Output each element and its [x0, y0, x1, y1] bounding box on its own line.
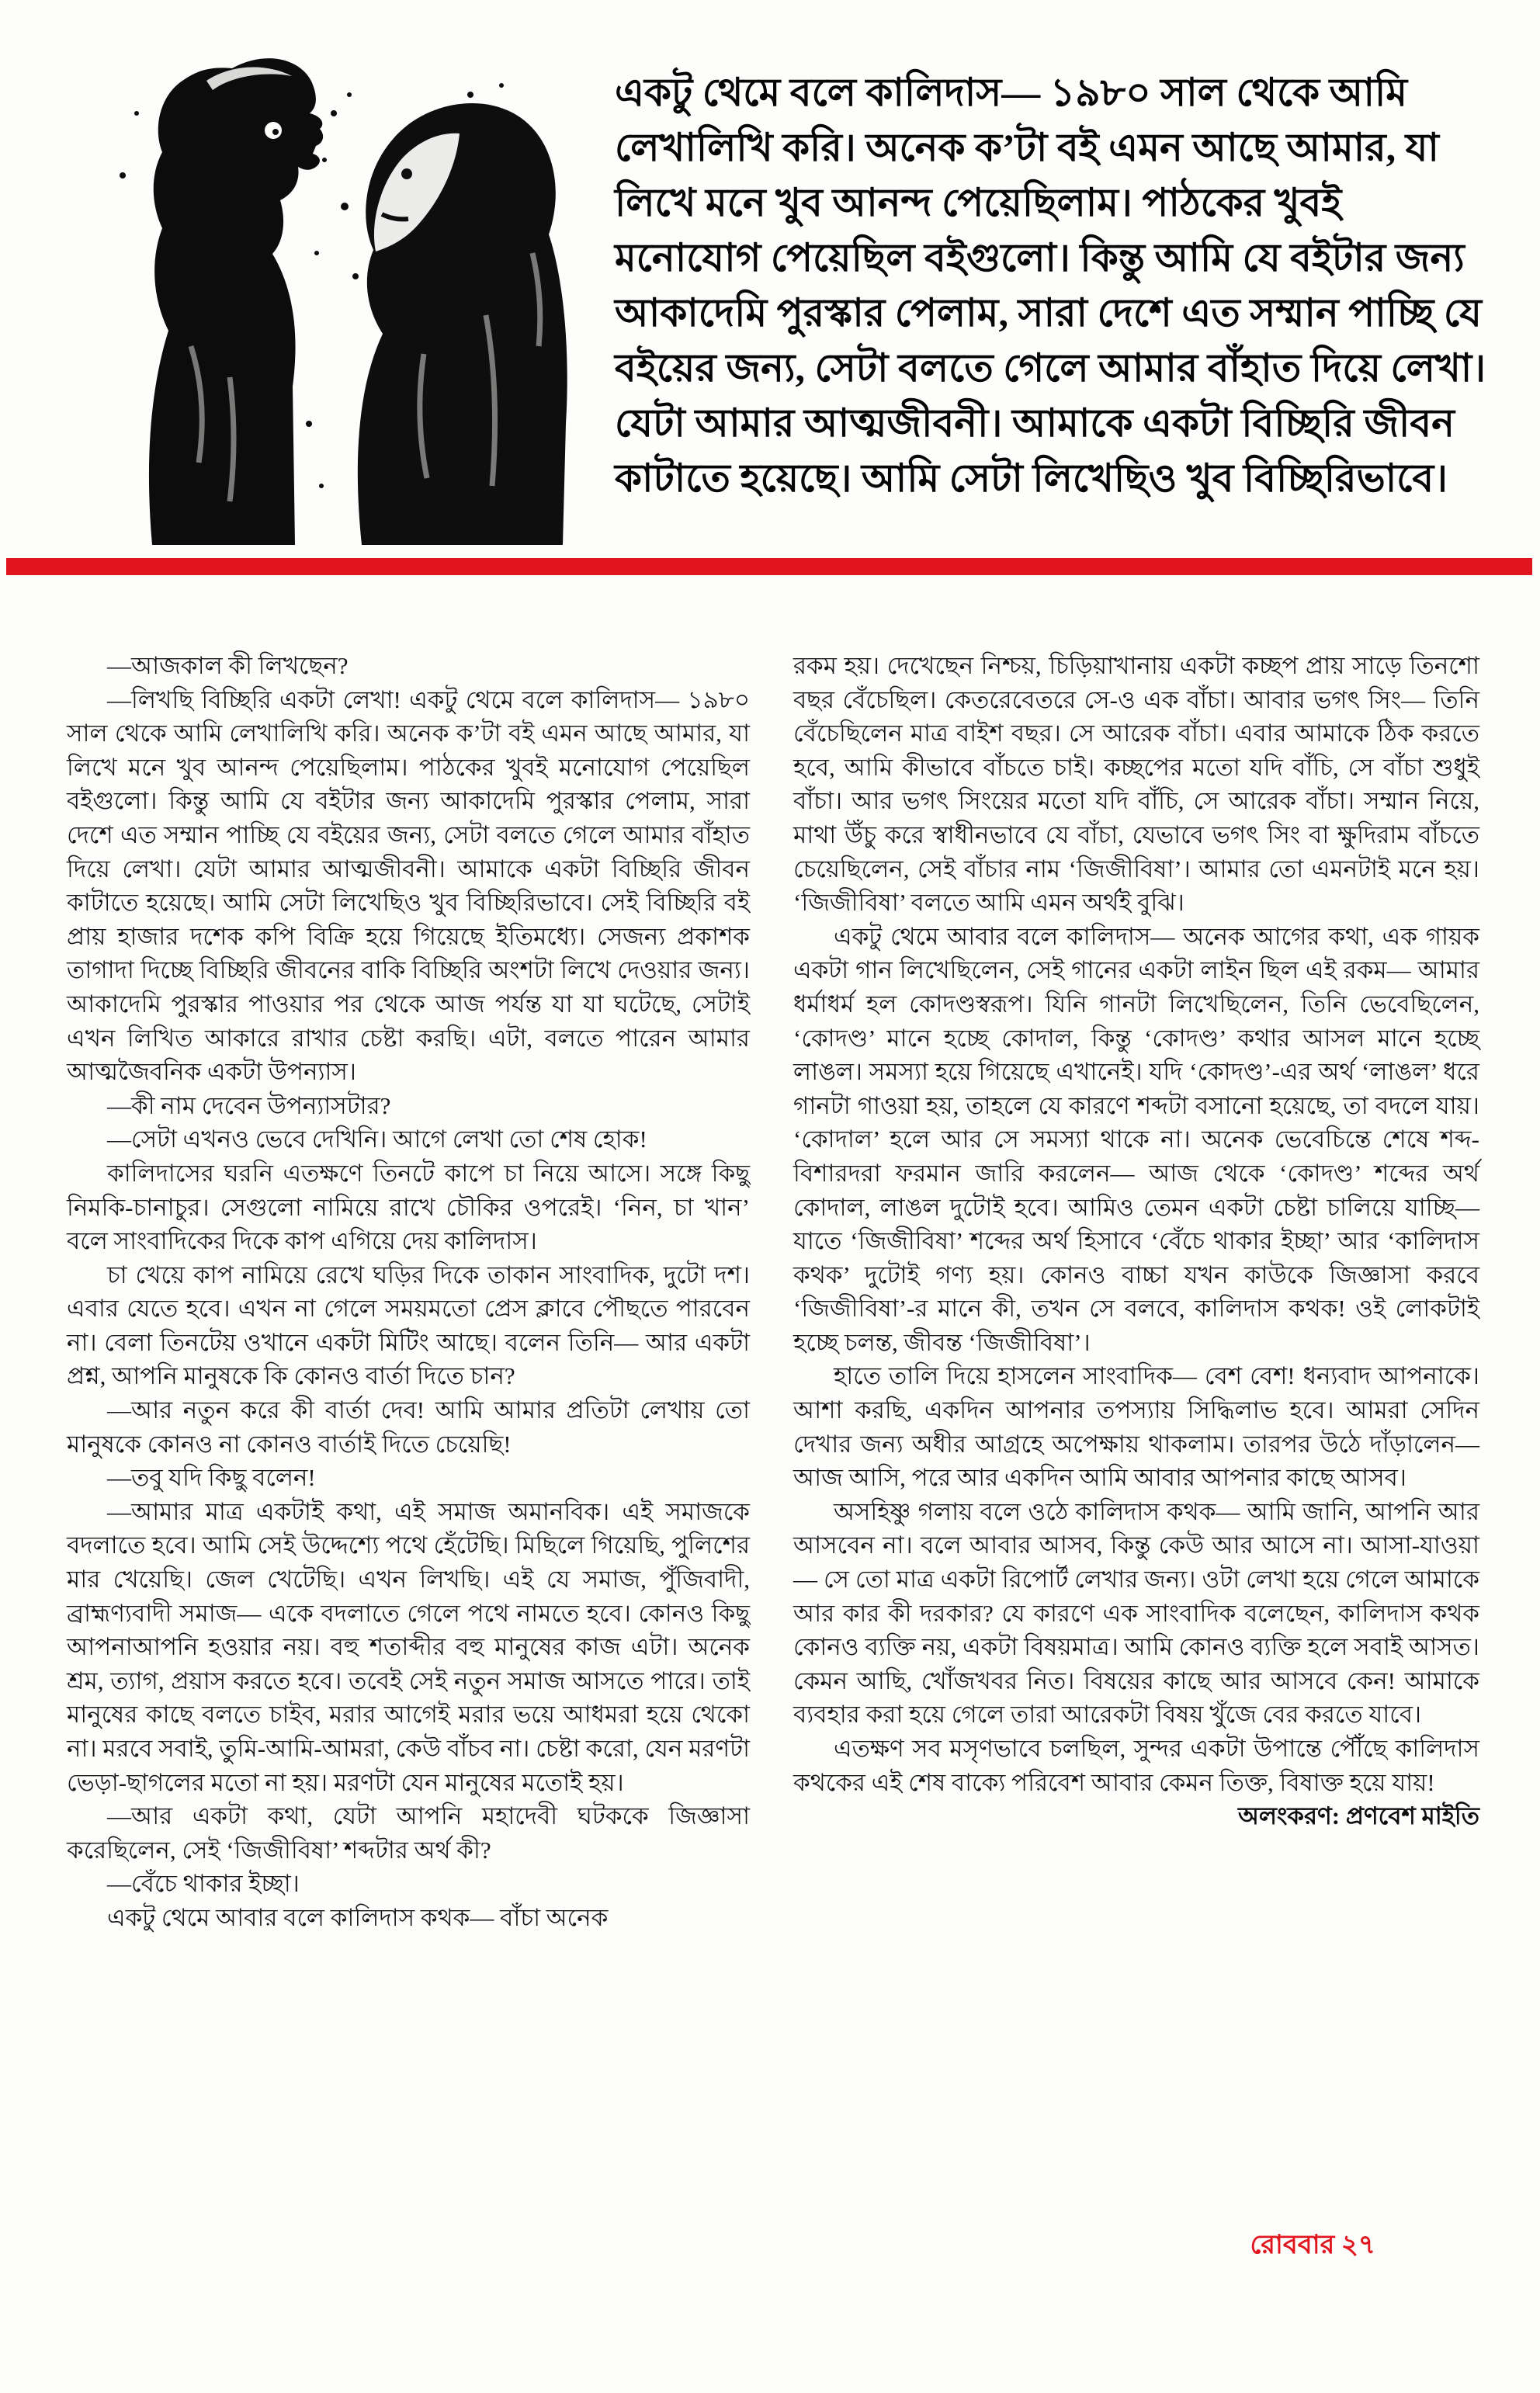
body-column-left [67, 649, 750, 1935]
paragraph-dialogue: —বেঁচে থাকার ইচ্ছা। [107, 1870, 300, 1898]
red-divider-rule [6, 558, 1532, 575]
headline-line: যেটা আমার আত্মজীবনী। আমাকে একটা বিচ্ছিরি জীবন [615, 401, 1455, 445]
paragraph-dialogue: —তবু যদি কিছু বলেন! [107, 1464, 316, 1492]
headline-line: লেখালিখি করি। অনেক ক’টা বই এমন আছে আমার, যা [615, 126, 1439, 169]
illustrator-credit: অলংকরণ: প্রণবেশ মাইতি [1238, 1802, 1479, 1830]
paragraph-narrative: কালিদাসের ঘরনি এতক্ষণে তিনটে কাপে চা নিয়ে আসে। সঙ্গে কিছু নিমকি-চানাচুর। সেগুলো নামিয়ে রাখে চৌকির ওপরেই। ‘নিন, চা খান’ বলে সাংবাদিকের দিকে কাপ এগিয়ে দেয় কালিদাস। [67, 1159, 750, 1255]
paragraph-dialogue: —আজকাল কী লিখছেন? [107, 652, 349, 679]
paragraph-dialogue: —আর একটা কথা, যেটা আপনি মহাদেবী ঘটককে জিজ্ঞাসা করেছিলেন, সেই ‘জিজীবিষা’ শব্দটার অর্থ কী? [67, 1802, 750, 1864]
body-column-right [793, 649, 1479, 1833]
paragraph-narrative: চা খেয়ে কাপ নামিয়ে রেখে ঘড়ির দিকে তাকান সাংবাদিক, দুটো দশ। এবার যেতে হবে। এখন না গেলে সময়মতো প্রেস ক্লাবে পৌছতে পারবেন না। বেলা তিনটেয় ওখানে একটা মিটিং আছে। বলেন তিনি— আর একটা প্রশ্ন, আপনি মানুষকে কি কোনও বার্তা দিতে চান? [67, 1261, 750, 1390]
headline-line: আকাদেমি পুরস্কার পেলাম, সারা দেশে এত সম্মান পাচ্ছি যে [615, 291, 1482, 335]
headline-line: লিখে মনে খুব আনন্দ পেয়েছিলাম। পাঠকের খুবই [615, 181, 1342, 224]
headline-line: একটু থেমে বলে কালিদাস— ১৯৮০ সাল থেকে আমি [615, 71, 1408, 114]
paragraph-dialogue: —সেটা এখনও ভেবে দেখিনি। আগে লেখা তো শেষ হোক! [107, 1125, 647, 1153]
paragraph-dialogue: —আমার মাত্র একটাই কথা, এই সমাজ অমানবিক। এই সমাজকে বদলাতে হবে। আমি সেই উদ্দেশ্যে পথে হেঁটেছি। মিছিলে গিয়েছি, পুলিশের মার খেয়েছি। জেল খেটেছি। এখন লিখছি। এই যে সমাজ, পুঁজিবাদী, ব্রাহ্মণ্যবাদী সমাজ— একে বদলাতে গেলে পথে নামতে হবে। কোনও কিছু আপনাআপনি হওয়ার নয়। বহু শতাব্দীর বহু মানুষের কাজ এটা। অনেক শ্রম, ত্যাগ, প্রয়াস করতে হবে। তবেই সেই নতুন সমাজ আসতে পারে। তাই মানুষের কাছে বলতে চাইব, মরার আগেই মরার ভয়ে আধমরা হয়ে থেকো না। মরবে সবাই, তুমি-আমি-আমরা, কেউ বাঁচব না। চেষ্টা করো, যেন মরণটা ভেড়া-ছাগলের মতো না হয়। মরণটা যেন মানুষের মতোই হয়। [67, 1497, 750, 1796]
headline-line: বইয়ের জন্য, সেটা বলতে গেলে আমার বাঁহাত দিয়ে লেখা। [615, 346, 1486, 390]
paragraph-dialogue: —লিখছি বিচ্ছিরি একটা লেখা! একটু থেমে বলে কালিদাস— ১৯৮০ সাল থেকে আমি লেখালিখি করি। অনেক ক’টা বই এমন আছে আমার, যা লিখে মনে খুব আনন্দ পেয়েছিলাম। পাঠকের খুবই মনোযোগ পেয়েছিল বইগুলো। কিন্তু আমি যে বইটার জন্য আকাদেমি পুরস্কার পেলাম, সারা দেশে এত সম্মান পাচ্ছি যে বইয়ের জন্য, সেটা বলতে গেলে আমার বাঁহাত দিয়ে লেখা। যেটা আমার আত্মজীবনী। আমাকে একটা বিচ্ছিরি জীবন কাটাতে হয়েছে। আমি সেটা লিখেছিও খুব বিচ্ছিরিভাবে। সেই বিচ্ছিরি বই প্রায় হাজার দশেক কপি বিক্রি হয়ে গিয়েছে ইতিমধ্যে। সেজন্য প্রকাশক তাগাদা দিচ্ছে বিচ্ছিরি জীবনের বাকি বিচ্ছিরি অংশটা লিখে দেওয়ার জন্য। আকাদেমি পুরস্কার পাওয়ার পর থেকে আজ পর্যন্ত যা যা ঘটেছে, সেটাই এখন লিখিত আকারে রাখার চেষ্টা করছি। এটা, বলতে পারেন আমার আত্মজৈবনিক একটা উপন্যাস। [67, 685, 750, 1086]
headline-line: মনোযোগ পেয়েছিল বইগুলো। কিন্তু আমি যে বইটার জন্য [615, 236, 1465, 279]
headline-line: কাটাতে হয়েছে। আমি সেটা লিখেছিও খুব বিচ্ছিরিভাবে। [615, 456, 1448, 500]
paragraph-narrative: একটু থেমে আবার বলে কালিদাস— অনেক আগের কথা, এক গায়ক একটা গান লিখেছিলেন, সেই গানের একটা লাইন ছিল এই রকম— আমার ধর্মাধর্ম হল কোদণ্ডস্বরূপ। যিনি গানটা লিখেছিলেন, তিনি ভেবেছিলেন, ‘কোদণ্ড’ মানে হচ্ছে কোদাল, কিন্তু ‘কোদণ্ড’ কথার আসল মানে হচ্ছে লাঙল। সমস্যা হয়ে গিয়েছে এখানেই। যদি ‘কোদণ্ড’-এর অর্থ ‘লাঙল’ ধরে গানটা গাওয়া হয়, তাহলে যে কারণে শব্দটা বসানো হয়েছে, তা বদলে যায়। ‘কোদাল’ হলে আর সে সমস্যা থাকে না। অনেক ভেবেচিন্তে শেষে শব্দ-বিশারদরা ফরমান জারি করলেন— আজ থেকে ‘কোদণ্ড’ শব্দের অর্থ কোদাল, লাঙল দুটোই হবে। আমিও তেমন একটা চেষ্টা চালিয়ে যাচ্ছি— যাতে ‘জিজীবিষা’ শব্দের অর্থ হিসাবে ‘বেঁচে থাকার ইচ্ছা’ আর ‘কালিদাস কথক’ দুটোই গণ্য হয়। কোনও বাচ্চা যখন কাউকে জিজ্ঞাসা করবে ‘জিজীবিষা’-র মানে কী, তখন সে বলবে, কালিদাস কথক! ওই লোকটাই হচ্ছে চলন্ত, জীবন্ত ‘জিজীবিষা’। [793, 922, 1479, 1356]
paragraph-narrative: এতক্ষণ সব মসৃণভাবে চলছিল, সুন্দর একটা উপান্তে পৌঁছে কালিদাস কথকের এই শেষ বাক্যে পরিবেশ আবার কেমন তিক্ত, বিষাক্ত হয়ে যায়! [793, 1735, 1479, 1796]
paragraph-narrative: অসহিষ্ণু গলায় বলে ওঠে কালিদাস কথক— আমি জানি, আপনি আর আসবেন না। বলে আবার আসব, কিন্তু কেউ আর আসে না। আসা-যাওয়া— সে তো মাত্র একটা রিপোর্ট লেখার জন্য। ওটা লেখা হয়ে গেলে আমাকে আর কার কী দরকার? যে কারণে এক সাংবাদিক বলেছেন, কালিদাস কথক কোনও ব্যক্তি নয়, একটা বিষয়মাত্র। আমি কোনও ব্যক্তি হলে সবাই আসত। কেমন আছি, খোঁজখবর নিত। বিষয়ের কাছে আর আসবে কেন! আমাকে ব্যবহার করা হয়ে গেলে তারা আরেকটা বিষয় খুঁজে বের করতে যাবে। [793, 1497, 1479, 1729]
illustration-graphic [36, 20, 595, 545]
paragraph-dialogue: —আর নতুন করে কী বার্তা দেব! আমি আমার প্রতিটা লেখায় তো মানুষকে কোনও না কোনও বার্তাই দিতে চেয়েছি! [67, 1396, 750, 1458]
paragraph-dialogue: —কী নাম দেবেন উপন্যাসটার? [107, 1091, 391, 1119]
two-figures-ink-illustration [36, 20, 595, 545]
headline-pullquote [615, 65, 1540, 506]
paragraph-narrative: হাতে তালি দিয়ে হাসলেন সাংবাদিক— বেশ বেশ! ধন্যবাদ আপনাকে। আশা করছি, একদিন আপনার তপস্যায় সিদ্ধিলাভ হবে। আমরা সেদিন দেখার জন্য অধীর আগ্রহে অপেক্ষায় থাকলাম। তারপর উঠে দাঁড়ালেন— আজ আসি, পরে আর একদিন আমি আবার আপনার কাছে আসব। [793, 1362, 1479, 1492]
footer-page-marker: রোববার ২৭ [1250, 2231, 1375, 2259]
paragraph-narrative: একটু থেমে আবার বলে কালিদাস কথক— বাঁচা অনেক [107, 1903, 609, 1931]
paragraph-continuation: রকম হয়। দেখেছেন নিশ্চয়, চিড়িয়াখানায় একটা কচ্ছপ প্রায় সাড়ে তিনশো বছর বেঁচেছিল। কেতরেবেতরে সে-ও এক বাঁচা। আবার ভগৎ সিং— তিনি বেঁচেছিলেন মাত্র বাইশ বছর। সে আরেক বাঁচা। এবার আমাকে ঠিক করতে হবে, আমি কীভাবে বাঁচতে চাই। কচ্ছপের মতো যদি বাঁচি, সে বাঁচা শুধুই বাঁচা। আর ভগৎ সিংয়ের মতো যদি বাঁচি, সে আরেক বাঁচা। সম্মান নিয়ে, মাথা উঁচু করে স্বাধীনভাবে যে বাঁচা, যেভাবে ভগৎ সিং বা ক্ষুদিরাম বাঁচতে চেয়েছিলেন, সেই বাঁচার নাম ‘জিজীবিষা’। আমার তো এমনটাই মনে হয়। ‘জিজীবিষা’ বলতে আমি এমন অর্থই বুঝি। [793, 652, 1479, 917]
